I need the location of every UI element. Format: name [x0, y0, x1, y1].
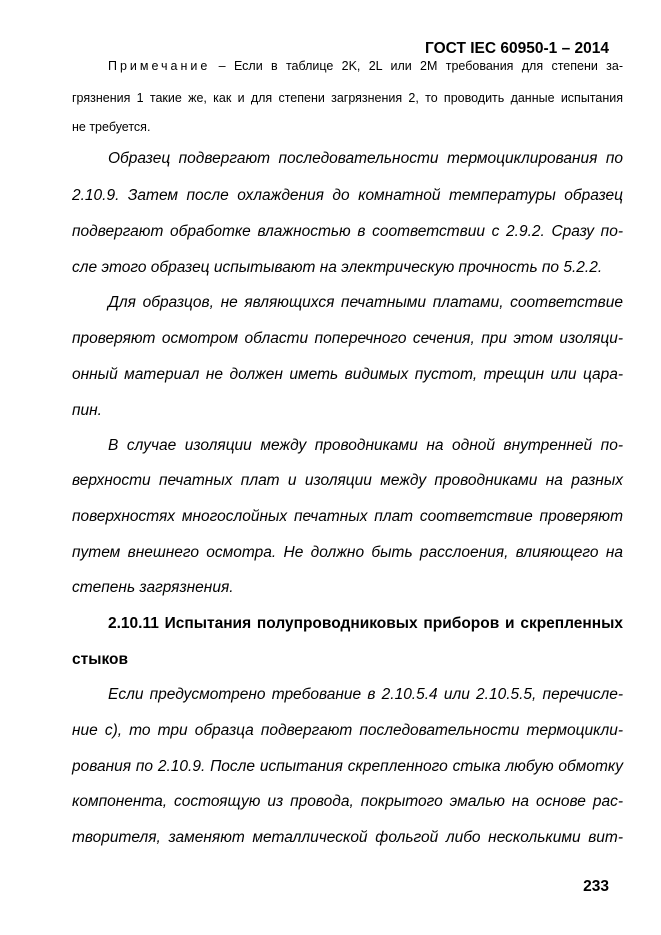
para2-line-4: пин. [72, 402, 102, 419]
para4-line-2: ние с), то три образца подвергают последовательности термоцикли- [72, 722, 623, 739]
para4-line-4: компонента, состоящую из провода, покрытого эмалью на основе рас- [72, 793, 623, 810]
note-line-1 [108, 59, 623, 73]
para2-line-1: Для образцов, не являющихся печатными платами, соответствие [108, 294, 623, 311]
para3-line-1: В случае изоляции между проводниками на одной внутренней по- [108, 437, 623, 454]
note-line-2: грязнения 1 такие же, как и для степени загрязнения 2, то проводить данные испытания [72, 91, 623, 105]
note-label: Примечание [108, 59, 211, 73]
para3-line-3: поверхностях многослойных печатных плат соответствие проверяют [72, 508, 623, 525]
para3-line-2: верхности печатных плат и изоляции между проводниками на разных [72, 472, 623, 489]
section-heading-line-1: 2.10.11 Испытания полупроводниковых приборов и скрепленных [108, 615, 623, 632]
para4-line-1: Если предусмотрено требование в 2.10.5.4 или 2.10.5.5, перечисле- [108, 686, 623, 703]
page-number: 233 [583, 878, 609, 895]
para4-line-3: рования по 2.10.9. После испытания скрепленного стыка любую обмотку [72, 758, 623, 775]
page-header-title: ГОСТ IEC 60950-1 – 2014 [425, 40, 609, 57]
section-heading-line-2: стыков [72, 651, 128, 668]
para1-line-3: подвергают обработке влажностью в соответствии с 2.9.2. Сразу по- [72, 223, 623, 240]
para2-line-3: онный материал не должен иметь видимых пустот, трещин или цара- [72, 366, 623, 383]
para2-line-2: проверяют осмотром области поперечного сечения, при этом изоляци- [72, 330, 623, 347]
para3-line-4: путем внешнего осмотра. Не должно быть расслоения, влияющего на [72, 544, 623, 561]
para4-line-5: творителя, заменяют металлической фольгой либо несколькими вит- [72, 829, 623, 846]
para1-line-1: Образец подвергают последовательности термоциклирования по [108, 150, 623, 167]
para1-line-2: 2.10.9. Затем после охлаждения до комнатной температуры образец [72, 187, 623, 204]
note-line-3: не требуется. [72, 120, 151, 134]
para3-line-5: степень загрязнения. [72, 579, 234, 596]
note-text-1: – Если в таблице 2K, 2L или 2M требования для степени за- [210, 59, 623, 73]
para1-line-4: сле этого образец испытывают на электрическую прочность по 5.2.2. [72, 259, 603, 276]
